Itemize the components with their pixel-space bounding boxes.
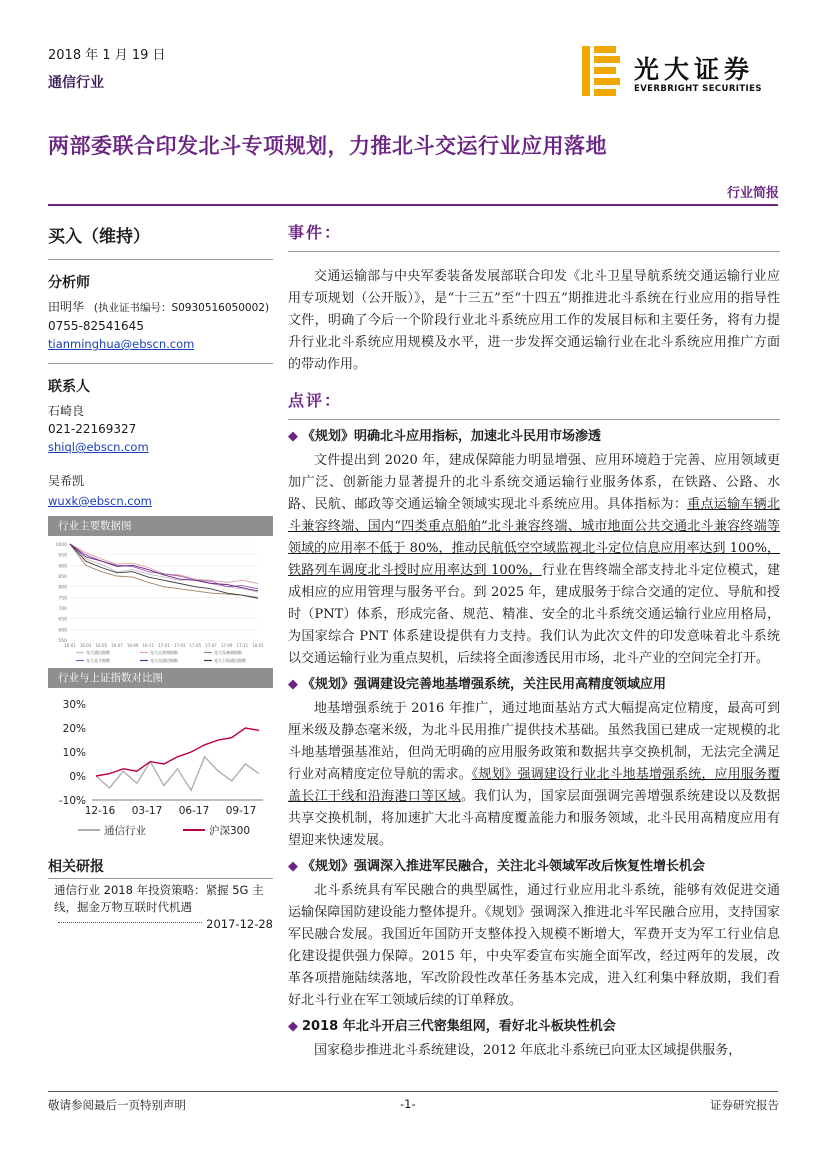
- analyst-name: 田明华: [48, 300, 85, 314]
- company-logo: [582, 46, 782, 98]
- paragraph-3: 北斗系统具有军民融合的典型属性，通过行业应用北斗系统，能够有效促进交通运输保障国防建设能力整体提升。《规划》强调深入推进北斗军民融合应用，支持国家军民融合发展。我国近年国防开支整体投入规模不断增大，军费开支为军工行业信息化建设提供强力保障。2015 年，中央军委宣布实施全面军改，经过两年的发展，改革各项措施陆续落地，军改阶段性改革任务基本完成，进入红利集中释放期，我们看好北斗行业在军工领域后续的订单释放。: [288, 883, 780, 1008]
- header-divider: [48, 204, 778, 206]
- contact-heading: 联系人: [48, 379, 90, 395]
- chart1-legend-label: 光大设备商指数: [214, 650, 242, 655]
- event-paragraph: 交通运输部与中央军委装备发展部联合印发《北斗卫星导航系统交通运输行业应用专项规划（公开版）》，是“十三五”至“十四五”期推进北斗系统在行业应用的指导性文件，明确了今后一个阶段行业北斗系统应用工作的发展目标和主要任务，将有力提升行业北斗系统应用规模及水平，进一步发挥交通运输行业在北斗系统应用推广方面的带动作用。: [288, 269, 780, 372]
- chart1-xtick-label: 16-03: [79, 643, 92, 648]
- chart2-background: [48, 688, 273, 848]
- chart2-xtick-label: 12-16: [84, 805, 116, 817]
- chart1-ytick-label: 900: [58, 564, 67, 570]
- paragraph-1-intro: 文件提出到 2020 年，建成保障能力明显增强、应用环境趋于完善、应用领域更加广泛、创新能力显著提升的北斗系统交通运输行业服务体系，在铁路、公路、水路、民航、邮政等交通运输全领域实现北斗系统应用。具体指标为：: [288, 453, 780, 512]
- section-divider: [288, 251, 780, 252]
- footer-divider: [48, 1091, 778, 1092]
- bullet-heading-4: [288, 1016, 780, 1038]
- chart1-xtick-label: 17-03: [173, 643, 186, 648]
- report-title: 两部委联合印发北斗专项规划，力推北斗交运行业应用落地: [48, 134, 607, 158]
- bullet-heading-1: [288, 426, 780, 448]
- chart1-legend-label: 光大北斗指数: [86, 658, 110, 663]
- paragraph-2: [288, 698, 780, 852]
- chart1-xtick-label: 17-07: [205, 643, 217, 648]
- contact1-email[interactable]: shiql@ebscn.com: [48, 440, 149, 454]
- industry-data-chart-plot: [48, 536, 273, 668]
- chart2-xtick-label: 06-17: [178, 805, 210, 817]
- chart1-xtick-label: 17-11: [236, 643, 249, 648]
- chart2-ytick-label: 20%: [62, 723, 86, 735]
- chart2-ytick-label: 30%: [62, 699, 86, 711]
- main-content: [288, 220, 780, 1062]
- chart1-background: [48, 536, 273, 668]
- analyst-heading: 分析师: [48, 275, 90, 291]
- chart1-ytick-label: 800: [58, 585, 67, 591]
- analyst-cert: (执业证书编号：S0930516050002): [93, 302, 270, 314]
- industry-vs-index-chart: [48, 668, 273, 848]
- chart1-legend-label: 光大通信指数: [86, 650, 110, 655]
- diamond-bullet-icon: ◆: [288, 677, 298, 692]
- chart2-xtick-label: 09-17: [225, 805, 257, 817]
- footer-disclaimer: 敬请参阅最后一页特别声明: [48, 1098, 186, 1112]
- diamond-bullet-icon: ◆: [288, 859, 298, 874]
- bullet-heading-1-text: 《规划》明确北斗应用指标，加速北斗民用市场渗透: [302, 429, 602, 444]
- event-heading: 事件：: [288, 223, 343, 242]
- research-date-row: [48, 916, 273, 933]
- sidebar: [48, 222, 273, 510]
- chart1-xtick-label: 16-05: [95, 643, 108, 648]
- logo-mark-icon: [582, 46, 624, 96]
- chart2-ytick-label: 10%: [62, 747, 86, 759]
- analyst-email[interactable]: tianminghua@ebscn.com: [48, 337, 195, 351]
- diamond-bullet-icon: ◆: [288, 429, 298, 444]
- footer-report-label: 证券研究报告: [710, 1098, 779, 1112]
- chart1-legend-label: 光大运营商指数: [150, 650, 178, 655]
- chart1-legend-label: 光大光通信指数: [150, 658, 178, 663]
- bullet-heading-4-text: 2018 年北斗开启三代密集组网，看好北斗板块性机会: [302, 1019, 616, 1034]
- chart2-ytick-label: -10%: [58, 795, 86, 807]
- chart1-ytick-label: 550: [58, 639, 67, 644]
- chart1-xtick-label: 17-09: [220, 643, 233, 648]
- chart1-ytick-label: 1000: [55, 543, 67, 548]
- contact1-name: 石崎良: [48, 404, 85, 418]
- report-date: 2018 年 1 月 19 日: [48, 48, 166, 63]
- industry-label: 通信行业: [48, 75, 104, 91]
- diamond-bullet-icon: ◆: [288, 1019, 298, 1034]
- sidebar-divider: [48, 363, 273, 364]
- research-date: 2017-12-28: [206, 917, 273, 931]
- chart1-ytick-label: 750: [58, 596, 67, 602]
- research-item[interactable]: 通信行业 2018 年投资策略：紧握 5G 主线，掘金万物互联时代机遇: [54, 883, 264, 914]
- paragraph-1-rest: 行业在售终端全部支持北斗定位模式，建成相应的应用管理与服务平台。到 2025 年，建成服务于综合交通的定位、导航和授时（PNT）体系，形成完备、规范、精准、安全的北斗系统交通运输行业应用格局，为国家综合 PNT 体系建设提供有力支持。我们认为此次文件的印发意味着北斗系统以交通运输行业为重点契机，后续将全面渗透民用市场，北斗产业的空间完全打开。: [288, 563, 780, 666]
- bullet-heading-3: [288, 856, 780, 878]
- paragraph-1-highlight: 重点运输车辆北斗兼容终端、国内“四类重点船舶”北斗兼容终端、城市地面公共交通北斗兼容终端等领域的应用率不低于 80%，推动民航低空空域监视北斗定位信息应用率达到 100%，铁路列车调度北斗授时应用率达到 100%，: [288, 497, 780, 578]
- report-type: 行业简报: [726, 186, 779, 201]
- sidebar-divider: [48, 259, 273, 260]
- contact2-email[interactable]: wuxk@ebscn.com: [48, 494, 152, 508]
- chart1-ytick-label: 950: [58, 553, 67, 559]
- chart2-legend-label: 通信行业: [104, 825, 146, 837]
- chart1-xtick-label: 16-07: [111, 643, 123, 648]
- logo-english-name: EVERBRIGHT SECURITIES: [634, 84, 762, 94]
- chart2-title: 行业与上证指数对比图: [48, 668, 273, 688]
- bullet-heading-3-text: 《规划》强调深入推进军民融合，关注北斗领域军改后恢复性增长机会: [302, 859, 706, 874]
- analyst-phone: 0755-82541645: [48, 319, 144, 333]
- paragraph-1: [288, 450, 780, 670]
- related-research: [48, 856, 273, 933]
- paragraph-4: 国家稳步推进北斗系统建设，2012 年底北斗系统已向亚太区域提供服务，: [314, 1043, 742, 1058]
- research-divider: [48, 878, 273, 879]
- paragraph-2-intro: 地基增强系统于 2016 年推广，通过地面基站方式大幅提高定位精度，最高可到厘米级及静态毫米级，为北斗民用推广提供技术基础。虽然我国已建成一定规模的北斗地基增强基准站，但尚无明确的应用服务政策和数据共享交换机制，无法完全满足行业对高精度定位导航的需求。: [288, 701, 780, 782]
- paragraph-2-highlight: 《规划》强调建设行业北斗地基增强系统，应用服务覆盖长江干线和沿海港口等区域: [288, 767, 780, 804]
- industry-vs-index-chart-plot: [48, 688, 273, 848]
- chart1-xtick-label: 16-09: [126, 643, 139, 648]
- rating: 买入（维持）: [48, 227, 150, 247]
- contact1-phone: 021-22169327: [48, 422, 137, 436]
- dot-leader: [58, 922, 202, 923]
- chart1-xtick-label: 16-11: [142, 643, 155, 648]
- chart2-xtick-label: 03-17: [131, 805, 163, 817]
- analyst-line: [48, 298, 273, 317]
- chart1-title: 行业主要数据图: [48, 516, 273, 536]
- contact2-name: 吴希凯: [48, 474, 85, 488]
- research-heading: 相关研报: [48, 859, 104, 875]
- chart2-legend-label: 沪深300: [209, 825, 251, 837]
- chart1-xtick-label: 17-01: [158, 643, 170, 648]
- chart1-ytick-label: 650: [58, 617, 67, 623]
- paragraph-2-rest: 。我们认为，国家层面强调完善增强系统建设以及数据共享交换机制，将加速扩大北斗高精度覆盖能力和服务领域，北斗民用高精度应用有望迎来快速发展。: [288, 789, 780, 848]
- chart1-ytick-label: 700: [58, 607, 67, 612]
- section-divider: [288, 419, 780, 420]
- chart1-xtick-label: 16-01: [64, 643, 76, 648]
- chart1-xtick-label: 18-01: [252, 643, 264, 648]
- page-number: -1-: [400, 1097, 416, 1111]
- industry-data-chart: [48, 516, 273, 668]
- comment-heading: 点评：: [288, 391, 343, 410]
- chart1-ytick-label: 850: [58, 575, 67, 580]
- logo-chinese-name: 光大证券: [634, 55, 755, 84]
- bullet-heading-2-text: 《规划》强调建设完善地基增强系统，关注民用高精度领域应用: [302, 677, 667, 692]
- chart1-ytick-label: 600: [58, 628, 67, 634]
- bullet-heading-2: [288, 674, 780, 696]
- chart1-xtick-label: 17-05: [189, 643, 202, 648]
- chart1-legend-label: 光大卫星通信指数: [214, 658, 246, 663]
- chart2-ytick-label: 0%: [69, 771, 86, 783]
